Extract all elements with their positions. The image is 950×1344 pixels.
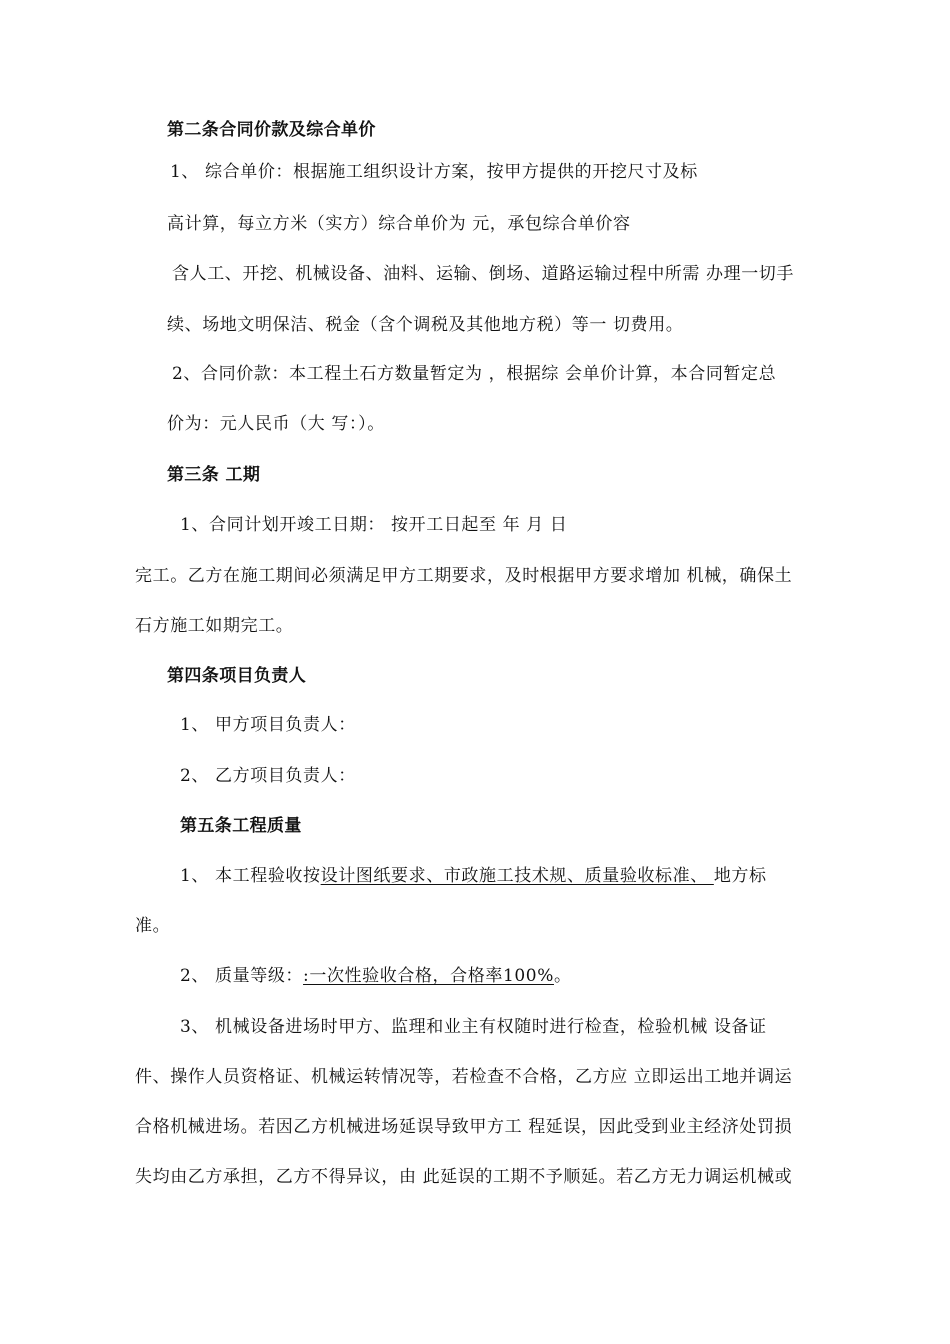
article4-item1: 1、 甲方项目负责人： bbox=[180, 715, 356, 735]
article5-item1-suffix: 地方标 bbox=[713, 866, 767, 886]
article5-item3-line3: 合格机械进场。若因乙方机械进场延误导致甲方工 程延误，因此受到业主经济处罚损 bbox=[135, 1117, 793, 1137]
article5-item2-prefix: 2、 质量等级： bbox=[180, 966, 304, 986]
article5-item1-line1 bbox=[180, 865, 767, 887]
article5-item1-line2: 准。 bbox=[135, 916, 171, 936]
article2-item1-line1: 1、 综合单价：根据施工组织设计方案，按甲方提供的开挖尺寸及标 bbox=[170, 162, 698, 182]
article3-heading: 第三条 工期 bbox=[167, 465, 261, 485]
article5-item1-standards: 设计图纸要求、市政施工技术规、质量验收标准、 bbox=[320, 866, 714, 886]
article5-heading: 第五条工程质量 bbox=[180, 816, 302, 836]
article5-item1-prefix: 1、 本工程验收按 bbox=[180, 866, 321, 886]
article5-item3-line1: 3、 机械设备进场时甲方、监理和业主有权随时进行检查，检验机械 设备证 bbox=[180, 1017, 767, 1037]
article4-heading: 第四条项目负责人 bbox=[167, 666, 307, 686]
article3-item1-line3: 石方施工如期完工。 bbox=[135, 616, 294, 636]
article3-item1-line2: 完工。乙方在施工期间必须满足甲方工期要求，及时根据甲方要求增加 机械，确保土 bbox=[135, 566, 793, 586]
article2-item1-line4: 续、场地文明保洁、税金（含个调税及其他地方税）等一 切费用。 bbox=[167, 315, 684, 335]
article2-heading: 第二条合同价款及综合单价 bbox=[167, 120, 376, 140]
article2-item1-line3: 含人工、开挖、机械设备、油料、运输、倒场、道路运输过程中所需 办理一切手 bbox=[172, 264, 795, 284]
article5-item2-suffix: 。 bbox=[553, 966, 572, 986]
article5-item2-grade: :一次性验收合格，合格率100% bbox=[303, 966, 554, 986]
article5-item3-line2: 件、操作人员资格证、机械运转情况等，若检查不合格，乙方应 立即运出工地并调运 bbox=[135, 1067, 793, 1087]
article5-item3-line4: 失均由乙方承担，乙方不得异议，由 此延误的工期不予顺延。若乙方无力调运机械或 bbox=[135, 1167, 793, 1187]
article4-item2: 2、 乙方项目负责人： bbox=[180, 766, 356, 786]
article5-item2 bbox=[180, 965, 572, 987]
article2-item1-line2: 高计算，每立方米（实方）综合单价为 元，承包综合单价容 bbox=[167, 214, 631, 234]
article3-item1-line1: 1、合同计划开竣工日期： 按开工日起至 年 月 日 bbox=[180, 515, 568, 535]
article2-item2-line1: 2、合同价款：本工程土石方数量暂定为 ，根据综 会单价计算，本合同暂定总 bbox=[172, 364, 777, 384]
article2-item2-line2: 价为：元人民币（大 写：）。 bbox=[167, 414, 385, 434]
